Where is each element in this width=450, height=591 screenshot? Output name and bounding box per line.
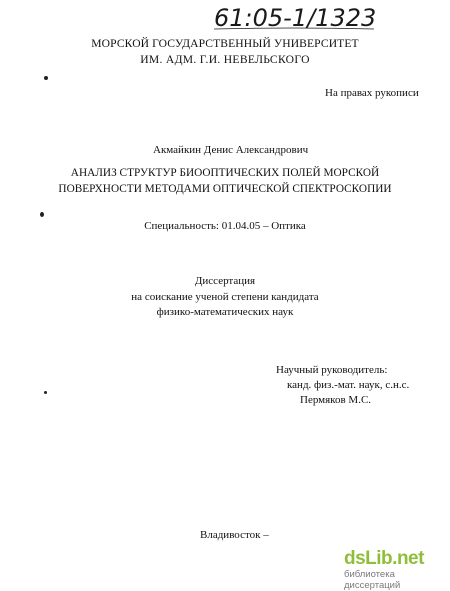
city-year: Владивосток – [200, 529, 269, 541]
dissertation-line-1: Диссертация [194, 275, 256, 287]
handwritten-archive-number [212, 2, 377, 32]
supervisor-heading: Научный руководитель: [276, 364, 388, 376]
scan-speck [44, 76, 48, 80]
manuscript-rights: На правах рукописи [325, 87, 419, 99]
institution-line-1: МОРСКОЙ ГОСУДАРСТВЕННЫЙ УНИВЕРСИТЕТ [91, 37, 359, 50]
dissertation-line-3: физико-математических наук [156, 306, 294, 318]
scan-speck [44, 391, 47, 394]
title-line-1: АНАЛИЗ СТРУКТУР БИООПТИЧЕСКИХ ПОЛЕЙ МОРСКОЙ [70, 167, 380, 179]
author-name: Акмайкин Денис Александрович [153, 144, 309, 156]
scan-speck [40, 212, 44, 217]
watermark-logo: dsLib.net [344, 548, 424, 569]
title-line-2: ПОВЕРХНОСТИ МЕТОДАМИ ОПТИЧЕСКОЙ СПЕКТРОСКОПИИ [58, 183, 392, 195]
specialty: Специальность: 01.04.05 – Оптика [144, 220, 306, 232]
archive-number-text: 61:05-1/1323 [214, 4, 377, 32]
watermark-subtitle: библиотека диссертаций [344, 569, 401, 591]
dissertation-line-2: на соискание ученой степени кандидата [131, 291, 319, 303]
supervisor-name: Пермяков М.С. [300, 394, 372, 406]
institution-line-2: ИМ. АДМ. Г.И. НЕВЕЛЬСКОГО [140, 53, 310, 66]
dslib-watermark [344, 548, 444, 591]
supervisor-degree: канд. физ.-мат. наук, с.н.с. [287, 379, 410, 391]
